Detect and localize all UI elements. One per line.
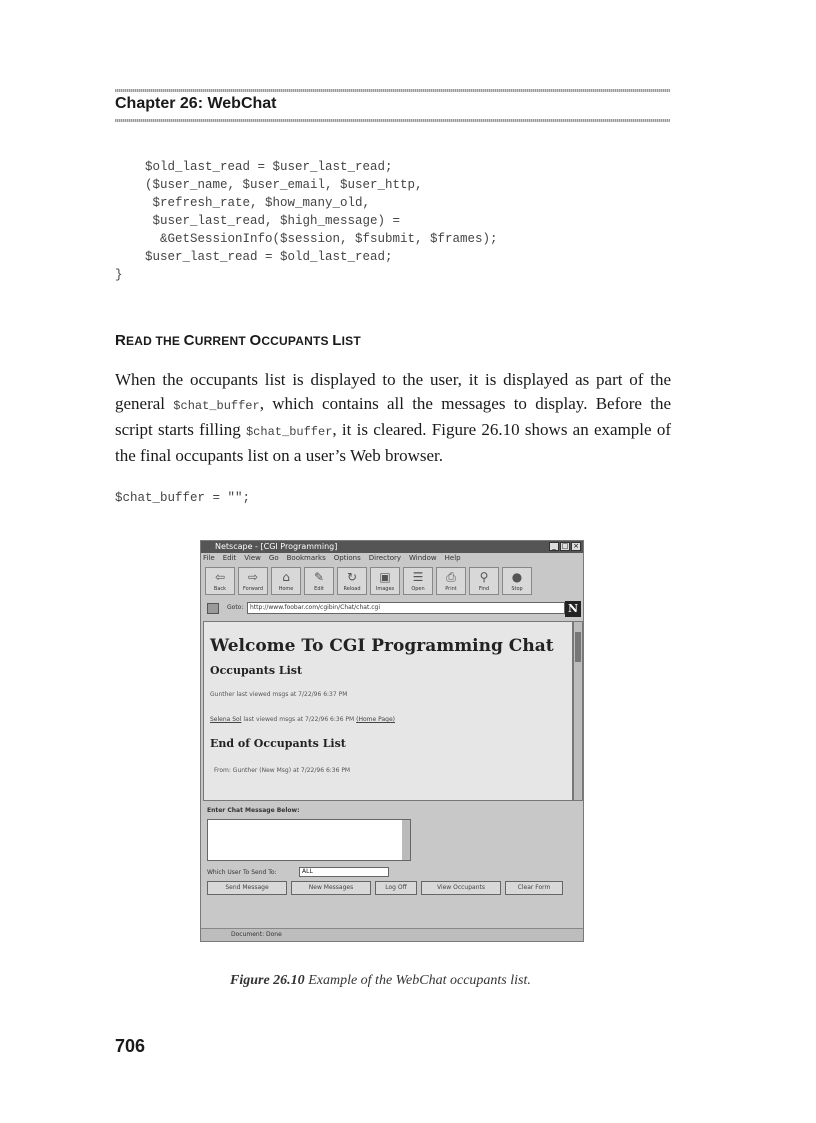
back-icon: ⇦ [214, 570, 226, 584]
heading-part: CCUPANTS [261, 334, 333, 348]
edit-icon: ✎ [313, 570, 325, 584]
code-line: $old_last_read = $user_last_read; [145, 160, 393, 174]
toolbar-label: Reload [343, 586, 361, 592]
toolbar-label: Find [478, 586, 490, 592]
close-icon[interactable]: × [571, 542, 581, 551]
new-messages-button[interactable]: New Messages [291, 881, 371, 895]
occupant-entry: Gunther last viewed msgs at 7/22/96 6:37 PM [210, 691, 348, 698]
back-button[interactable] [205, 567, 235, 595]
form-button-row [207, 881, 563, 895]
menu-item-bookmarks[interactable]: Bookmarks [286, 554, 326, 562]
menu-item-window[interactable]: Window [409, 554, 437, 562]
heading-part: O [249, 332, 262, 349]
inline-code: $chat_buffer [245, 425, 333, 439]
toolbar-label: Open [411, 586, 425, 592]
paragraph-text: When the occupants list is displayed to the user, it is displayed as part of the general [115, 370, 671, 413]
top-rule [115, 89, 670, 92]
send-to-input[interactable]: ALL [299, 867, 389, 877]
browser-toolbar [205, 567, 532, 597]
caption-text: Example of the WebChat occupants list. [304, 973, 531, 988]
code-line: &GetSessionInfo($session, $fsubmit, $frames); [145, 232, 498, 246]
chapter-title: Chapter 26: WebChat [115, 95, 277, 112]
toolbar-label: Back [213, 586, 227, 592]
toolbar-label: Stop [511, 586, 523, 592]
chat-welcome-heading: Welcome To CGI Programming Chat [210, 636, 554, 656]
edit-button[interactable] [304, 567, 334, 595]
heading-part: L [332, 332, 342, 349]
open-icon: ☰ [412, 570, 424, 584]
toolbar-label: Home [278, 586, 294, 592]
menu-item-file[interactable]: File [203, 554, 215, 562]
home-icon: ⌂ [282, 570, 290, 584]
forward-icon: ⇨ [247, 570, 259, 584]
menu-bar [203, 554, 461, 565]
heading-part: IST [341, 334, 361, 348]
location-input[interactable]: http://www.foobar.com/cgibin/Chat/chat.cgi [247, 602, 565, 614]
maximize-icon[interactable]: □ [561, 542, 569, 550]
textarea-scrollbar[interactable] [402, 820, 410, 860]
heading-part: R [115, 332, 127, 349]
toolbar-label: Forward [242, 586, 264, 592]
occupant-text: last viewed msgs at 7/22/96 6:36 PM [241, 716, 357, 723]
open-button[interactable] [403, 567, 433, 595]
figure-caption [230, 973, 531, 989]
heading-part: URRENT [194, 334, 250, 348]
home-page-link[interactable]: (Home Page) [356, 716, 395, 723]
page-content-frame [203, 621, 573, 801]
home-button[interactable] [271, 567, 301, 595]
location-label: Goto: [227, 604, 244, 611]
heading-part: C [183, 332, 195, 349]
menu-item-view[interactable]: View [244, 554, 261, 562]
body-paragraph [115, 368, 671, 468]
content-scrollbar[interactable] [573, 621, 583, 801]
images-icon: ▣ [379, 570, 391, 584]
menu-item-go[interactable]: Go [268, 554, 279, 562]
minimize-icon[interactable]: _ [549, 542, 559, 551]
header-rule [115, 119, 670, 122]
toolbar-label: Edit [314, 586, 324, 592]
window-titlebar [201, 541, 583, 553]
stop-button[interactable] [502, 567, 532, 595]
clear-form-button[interactable]: Clear Form [505, 881, 563, 895]
menu-item-options[interactable]: Options [333, 554, 361, 562]
figure-label: Figure 26.10 [230, 973, 305, 988]
window-controls [549, 542, 581, 551]
find-button[interactable] [469, 567, 499, 595]
status-text: Document: Done [231, 931, 282, 938]
page-number: 706 [115, 1036, 146, 1056]
status-bar [201, 928, 583, 941]
code-line: } [115, 268, 123, 282]
paragraph-text: , which contains all the messages to display. Before the script starts filling [115, 394, 671, 439]
page-icon[interactable] [207, 603, 219, 614]
message-label: Enter Chat Message Below: [207, 807, 300, 814]
code-line: $chat_buffer = ""; [115, 491, 251, 505]
print-button[interactable] [436, 567, 466, 595]
stop-icon: ● [511, 570, 523, 584]
chat-message: From: Gunther (New Msg) at 7/22/96 6:36 PM [214, 767, 351, 774]
heading-part: EAD THE [126, 334, 184, 348]
forward-button[interactable] [238, 567, 268, 595]
reload-icon: ↻ [346, 570, 358, 584]
images-button[interactable] [370, 567, 400, 595]
netscape-logo-icon: N [565, 601, 581, 617]
find-icon: ⚲ [479, 570, 489, 584]
inline-code: $chat_buffer [173, 399, 260, 413]
code-line: $refresh_rate, $how_many_old, [145, 196, 371, 210]
view-occupants-button[interactable]: View Occupants [421, 881, 501, 895]
send-message-button[interactable]: Send Message [207, 881, 287, 895]
scrollbar-thumb[interactable] [575, 632, 581, 662]
occupant-entry [210, 716, 395, 723]
menu-item-edit[interactable]: Edit [222, 554, 237, 562]
window-title: Netscape - [CGI Programming] [215, 542, 338, 551]
chat-form [203, 803, 581, 921]
occupants-heading: Occupants List [210, 664, 303, 677]
browser-screenshot-figure [200, 540, 584, 942]
section-heading [115, 332, 361, 349]
print-icon: ⎙ [446, 570, 456, 584]
send-to-label: Which User To Send To: [207, 869, 277, 876]
code-line: $user_last_read = $old_last_read; [145, 250, 393, 264]
toolbar-label: Print [445, 586, 457, 592]
location-bar [203, 601, 583, 617]
message-textarea[interactable] [207, 819, 411, 861]
menu-item-directory[interactable]: Directory [368, 554, 402, 562]
end-of-occupants-heading: End of Occupants List [210, 737, 346, 750]
menu-item-help[interactable]: Help [444, 554, 461, 562]
code-line: $user_last_read, $high_message) = [145, 214, 401, 228]
code-line: ($user_name, $user_email, $user_http, [145, 178, 423, 192]
log-off-button[interactable]: Log Off [375, 881, 417, 895]
occupant-name-link[interactable]: Selena Sol [210, 716, 242, 723]
toolbar-label: Images [375, 586, 395, 592]
reload-button[interactable] [337, 567, 367, 595]
paragraph-text: , it is cleared. Figure 26.10 shows an example of the final occupants list on a user’s Web browser. [115, 420, 671, 465]
